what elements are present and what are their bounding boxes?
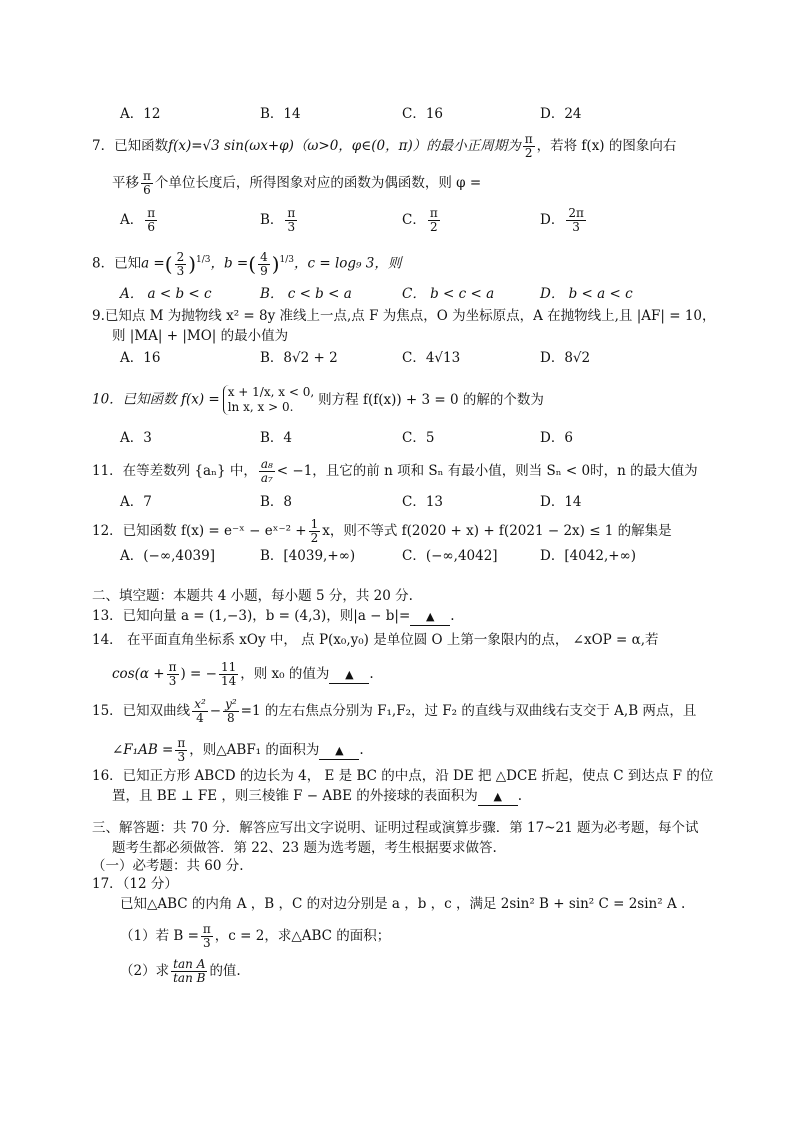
- q9-option-a: A．16: [120, 350, 161, 366]
- q6-option-b: B．14: [260, 106, 301, 122]
- q14-stem-line1: 14． 在平面直角坐标系 xOy 中， 点 P(x₀,y₀) 是单位圆 O 上第一象限内的点， ∠xOP = α,若: [92, 632, 659, 648]
- q9-options: [0, 348, 794, 372]
- q11-option-d: D．14: [540, 494, 582, 510]
- q7-option-c: C． $\frac{\pi}{2}$: [402, 206, 438, 234]
- q7-option-d: D． $\frac{2\pi}{3}$: [540, 206, 584, 234]
- q6-option-d: D．24: [540, 106, 582, 122]
- q12-option-c: C．(−∞,4042]: [402, 548, 498, 564]
- q6-option-c: C．16: [402, 106, 444, 122]
- q7-options: [0, 206, 794, 234]
- q8-option-d: D． b < a < c: [540, 286, 633, 302]
- q13-blank: ▲: [410, 609, 450, 626]
- q11-option-c: C．13: [402, 494, 444, 510]
- q16-blank: ▲: [478, 789, 518, 806]
- section3-title-line1: 三、解答题：共 70 分．解答应写出文字说明、证明过程或演算步骤．第 17~21 题为必考题，每个试: [92, 820, 699, 836]
- q11-option-a: A．7: [120, 494, 152, 510]
- q6-options: [0, 104, 794, 128]
- q10-stem: 10．已知函数 f(x) = x + 1/x, x < 0, ln x, x > 0. 则方程 f(f(x)) + 3 = 0 的解的个数为: [92, 385, 544, 414]
- q6-option-a: A．12: [120, 106, 161, 122]
- q10-option-c: C．5: [402, 430, 435, 446]
- q8-option-c: C． b < c < a: [402, 286, 495, 302]
- q15-stem-line1: 15．已知双曲线 $\frac{\text{x²}}{4}$ − $\frac{\text{y²}}{8}$ =1 的左右焦点分别为 F₁,F₂，过 F₂ 的直线与双曲线右支交于 A,B 两点，且: [92, 697, 697, 725]
- q11-options: [0, 492, 794, 516]
- section3-subtitle: （一）必考题：共 60 分.: [92, 858, 244, 874]
- q9-option-c: C．4√13: [402, 350, 461, 366]
- q16-stem-line1: 16．已知正方形 ABCD 的边长为 4， E 是 BC 的中点，沿 DE 把 △DCE 折起，使点 C 到达点 F 的位: [92, 768, 714, 784]
- q7-stem-line2: 平移 $\frac{\pi}{6}$ 个单位长度后，所得图象对应的函数为偶函数，则 φ =: [112, 169, 482, 197]
- q8-stem: 8．已知a =( $\frac{2}{3}$ )$^{1/3}$，b =( $\frac{4}{9}$ )$^{1/3}$，c = log₉ 3，则: [92, 249, 402, 278]
- q16-stem-line2: 置，且 BE ⊥ FE ，则三棱锥 F − ABE 的外接球的表面积为 ▲ .: [112, 788, 523, 804]
- q17-part1: （1）若 B = $\frac{\pi}{3}$ ，c = 2，求△ABC 的面积；: [120, 922, 391, 950]
- q15-stem-line2: ∠F₁AB = $\frac{\pi}{3}$ ，则△ABF₁ 的面积为 ▲ .: [112, 736, 364, 764]
- q15-blank: ▲: [319, 743, 359, 760]
- q7-option-a: A． $\frac{\pi}{6}$: [120, 206, 156, 234]
- section2-title: 二、填空题：本题共 4 小题，每小题 5 分，共 20 分.: [92, 588, 413, 604]
- q7-stem-line1: 7．已知函数f(x)=√3 sin(ωx+φ)（ω>0，φ∈(0，π)）的最小正周期为 $\frac{\pi}{2}$ ，若将 f(x) 的图象向右: [92, 132, 677, 160]
- q8-option-b: B． c < b < a: [260, 286, 352, 302]
- q9-option-b: B．8√2 + 2: [260, 350, 338, 366]
- q11-stem: 11．在等差数列 {aₙ} 中， $\frac{\text{a₈}}{\text{a₇}}$ < −1，且它的前 n 项和 Sₙ 有最小值，则当 Sₙ < 0时，n 的最大值为: [92, 457, 698, 485]
- q10-option-d: D．6: [540, 430, 573, 446]
- q17-part2: （2）求 $\frac{\text{tan A}}{\text{tan B}}$ 的值.: [120, 957, 241, 985]
- q11-option-b: B．8: [260, 494, 293, 510]
- q14-stem-line2: cos(α + $\frac{\pi}{3}$ ) = − $\frac{11}{14}$ ，则 x₀ 的值为 ▲ .: [112, 660, 374, 688]
- q7-shift-fraction: $\frac{\pi}{6}$: [143, 169, 151, 197]
- q12-options: [0, 546, 794, 570]
- q7-period-fraction: $\frac{\pi}{2}$: [524, 132, 533, 160]
- section3-title-line2: 题考生都必须做答．第 22、23 题为选考题，考生根据要求做答.: [112, 840, 497, 856]
- q14-blank: ▲: [329, 667, 369, 684]
- q12-option-d: D．[4042,+∞): [540, 548, 637, 564]
- q12-stem: 12．已知函数 f(x) = e⁻ˣ − eˣ⁻² + $\frac{1}{2}$ x，则不等式 f(2020 + x) + f(2021 − 2x) ≤ 1 的解集是: [92, 517, 672, 545]
- q9-stem-line1: 9.已知点 M 为抛物线 x² = 8y 准线上一点,点 F 为焦点，O 为坐标原点，A 在抛物线上,且 |AF| = 10，: [92, 308, 716, 324]
- q10-options: [0, 428, 794, 452]
- q13-stem: 13．已知向量 a = (1,−3)，b = (4,3)，则|a − b|= ▲ .: [92, 608, 455, 624]
- q10-option-b: B．4: [260, 430, 293, 446]
- q8-option-a: A． a < b < c: [120, 286, 212, 302]
- q7-option-b: B． $\frac{\pi}{3}$: [260, 206, 296, 234]
- q8-options: [0, 284, 794, 308]
- q10-piecewise-brace: x + 1/x, x < 0, ln x, x > 0.: [223, 385, 314, 415]
- q17-stem: 已知△ABC 的内角 A ，B ，C 的对边分别是 a ，b ，c ，满足 2sin² B + sin² C = 2sin² A .: [120, 896, 686, 912]
- q12-option-a: A．(−∞,4039]: [120, 548, 215, 564]
- q9-stem-line2: 则 |MA| + |MO| 的最小值为: [112, 328, 289, 344]
- q10-option-a: A．3: [120, 430, 152, 446]
- q12-option-b: B．[4039,+∞): [260, 548, 356, 564]
- q9-option-d: D．8√2: [540, 350, 591, 366]
- q17-heading: 17．（12 分）: [92, 876, 178, 892]
